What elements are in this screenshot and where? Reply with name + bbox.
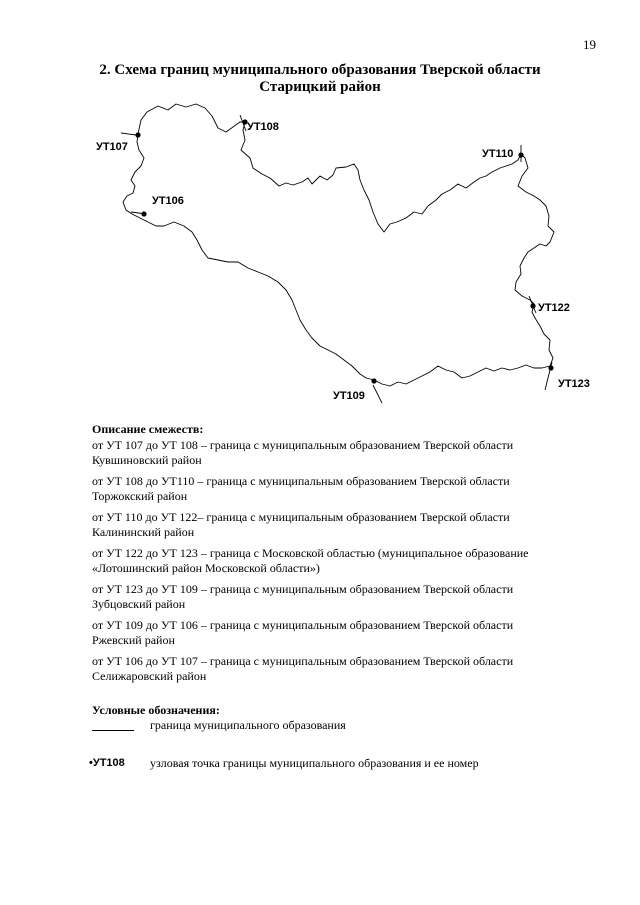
legend-boundary-text: граница муниципального образования <box>150 718 346 732</box>
page-title: 2. Схема границ муниципального образования Тверской области <box>99 62 541 78</box>
legend-node-text: узловая точка границы муниципального образования и ее номер <box>150 756 479 770</box>
adjacency-item <box>92 438 592 468</box>
node-ut110 <box>482 145 524 162</box>
adjacency-item <box>92 582 592 612</box>
node-label-ut123: УТ123 <box>558 378 590 390</box>
adjacency-line: от УТ 107 до УТ 108 – граница с муниципальным образованием Тверской области <box>92 438 514 452</box>
municipal-boundary <box>123 104 554 386</box>
adjacency-item <box>92 510 592 540</box>
adjacency-line: от УТ 123 до УТ 109 – граница с муниципальным образованием Тверской области <box>92 582 514 596</box>
node-ut122 <box>529 296 570 314</box>
node-ut107 <box>96 132 141 153</box>
node-label-ut106: УТ106 <box>152 195 184 207</box>
legend-heading: Условные обозначения: <box>92 703 220 717</box>
node-label-ut122: УТ122 <box>538 302 570 314</box>
adjacency-district: Зубцовский район <box>92 597 186 611</box>
boundary-map <box>80 100 590 410</box>
node-ut109 <box>333 378 382 403</box>
adjacency-district: Кувшиновский район <box>92 453 202 467</box>
legend-node-row <box>89 756 592 772</box>
description-heading: Описание смежеств: <box>92 422 204 436</box>
boundary-line-symbol <box>92 730 134 731</box>
adjacency-district: Ржевский район <box>92 633 175 647</box>
adjacency-line: от УТ 108 до УТ110 – граница с муниципальным образованием Тверской области <box>92 474 510 488</box>
adjacency-description <box>92 422 592 690</box>
adjacency-district: Калининский район <box>92 525 195 539</box>
node-ut108 <box>240 115 279 133</box>
page-subtitle: Старицкий район <box>259 79 381 95</box>
adjacency-item <box>92 618 592 648</box>
legend <box>89 703 592 772</box>
node-point-symbol: •УТ108 <box>89 757 125 769</box>
page-number: 19 <box>583 37 596 52</box>
adjacency-line: от УТ 110 до УТ 122– граница с муниципальным образованием Тверской области <box>92 510 510 524</box>
node-ut106 <box>131 195 184 217</box>
node-label-ut109: УТ109 <box>333 390 365 402</box>
adjacency-item <box>92 474 592 504</box>
adjacency-item <box>92 546 592 576</box>
adjacency-line: от УТ 106 до УТ 107 – граница с муниципальным образованием Тверской области <box>92 654 514 668</box>
adjacency-item <box>92 654 592 684</box>
adjacency-line: от УТ 122 до УТ 123 – граница с Московской областью (муниципальное образование <box>92 546 529 560</box>
adjacency-district: «Лотошинский район Московской области») <box>92 561 320 575</box>
adjacency-line: от УТ 109 до УТ 106 – граница с муниципальным образованием Тверской области <box>92 618 514 632</box>
legend-boundary-row <box>92 718 592 734</box>
node-label-ut108: УТ108 <box>247 121 279 133</box>
node-ut123 <box>545 362 590 390</box>
adjacency-district: Селижаровский район <box>92 669 207 683</box>
node-label-ut107: УТ107 <box>96 141 128 153</box>
node-label-ut110: УТ110 <box>482 148 514 160</box>
adjacency-district: Торжокский район <box>92 489 188 503</box>
